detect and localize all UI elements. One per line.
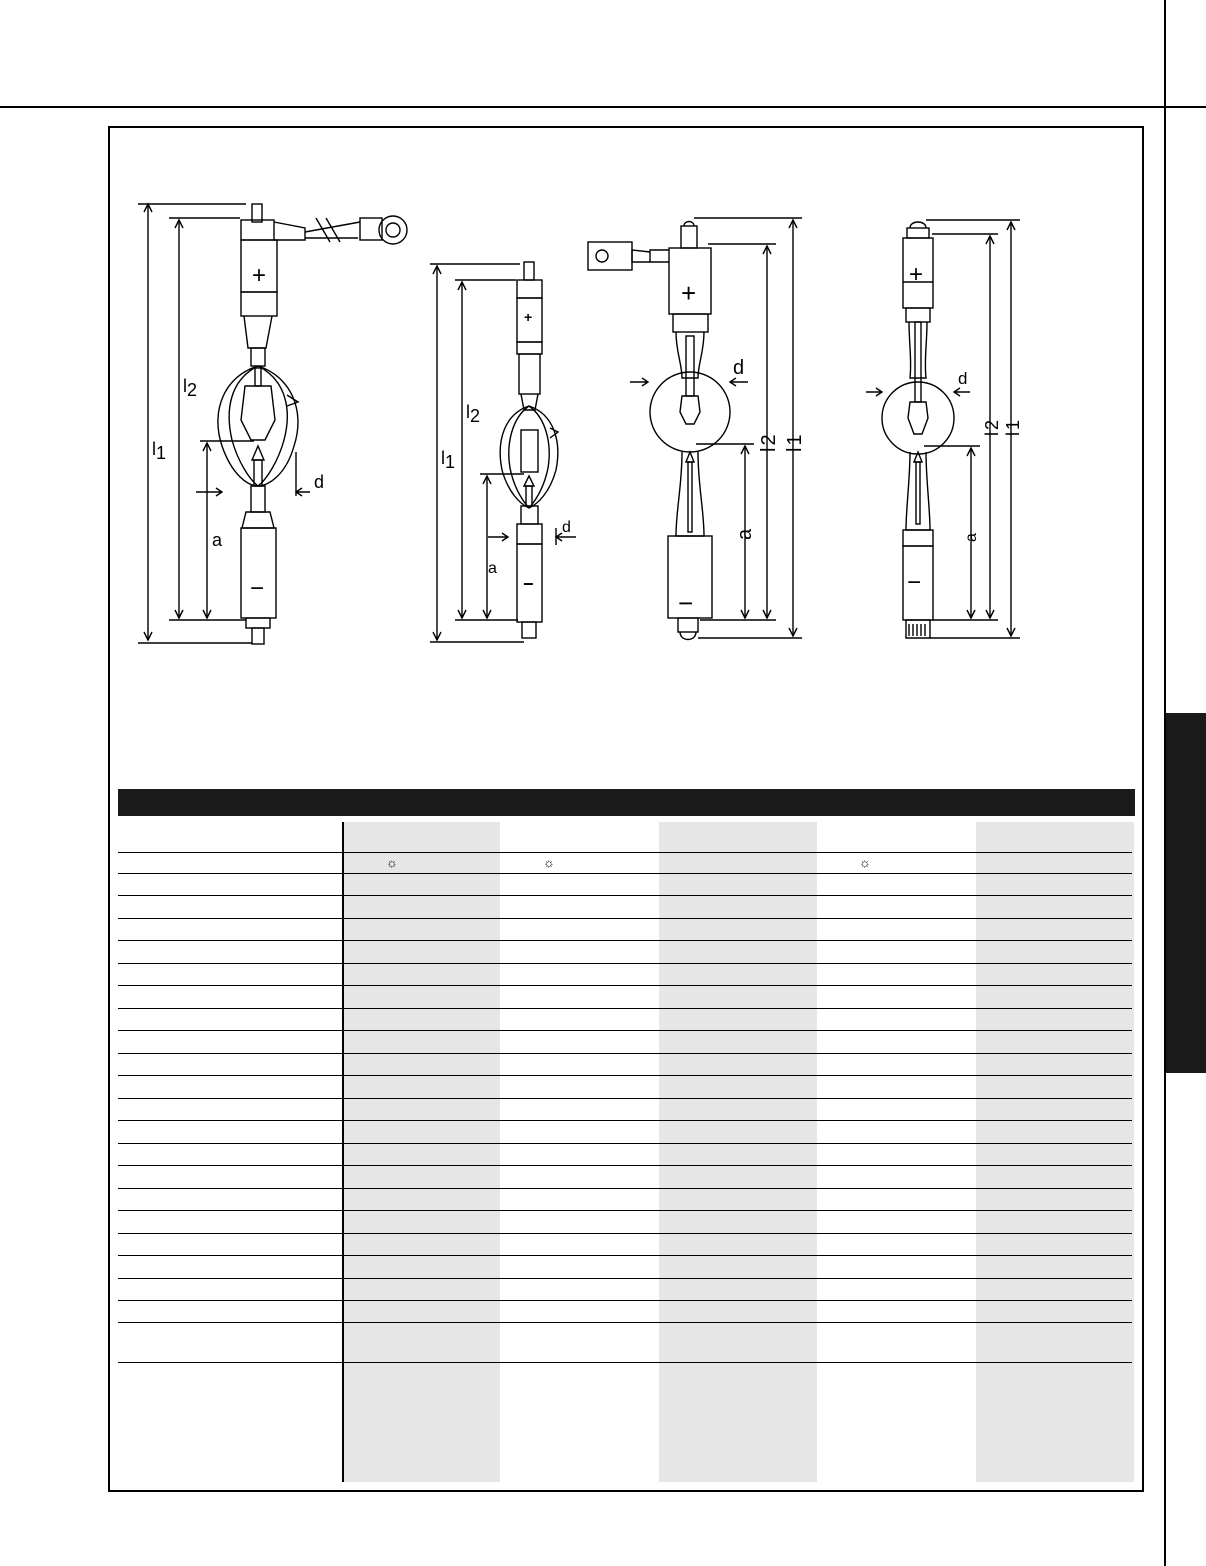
table-row-line xyxy=(118,1030,1132,1031)
lamp1-d-label: d xyxy=(314,472,325,492)
lamp4-l1-label: l1 xyxy=(1003,419,1023,436)
marker-icon-col2: ☼ xyxy=(543,855,555,870)
table-row-line xyxy=(118,1120,1132,1121)
lamp1-a-label: a xyxy=(212,530,223,550)
table-row-line xyxy=(118,1143,1132,1144)
marker-icon-col1: ☼ xyxy=(386,855,398,870)
table-header-bar xyxy=(118,789,1135,816)
table-row-line xyxy=(118,1362,1132,1363)
table-row-line xyxy=(118,940,1132,941)
lamp3-l1-label: l1 xyxy=(784,434,806,452)
lamp-drawing-1 xyxy=(138,204,407,644)
lamp2-l1-label: l1 xyxy=(441,448,456,472)
lamp3-plus-label: + xyxy=(681,278,697,308)
table-row-line xyxy=(118,985,1132,986)
lamp2-plus-label: + xyxy=(524,309,533,325)
table-row-line xyxy=(118,1278,1132,1279)
lamp3-l2-label: l2 xyxy=(758,434,780,452)
lamp4-d-label: d xyxy=(958,369,968,388)
top-rule xyxy=(0,106,1206,108)
lamp1-l1-label: l1 xyxy=(152,439,167,463)
table-row-line xyxy=(118,1188,1132,1189)
lamp4-l2-label: l2 xyxy=(982,419,1002,436)
table-row-line xyxy=(118,873,1132,874)
lamp2-d-label: d xyxy=(562,519,571,536)
table-row-line xyxy=(118,1008,1132,1009)
lamp4-plus-label: + xyxy=(909,261,924,288)
table-row-line xyxy=(118,963,1132,964)
column-shade-1 xyxy=(344,822,500,1482)
lamp2-a-label: a xyxy=(488,560,497,577)
column-shade-5 xyxy=(976,822,1134,1482)
lamp4-a-label: a xyxy=(963,533,980,542)
lamp-dimension-drawings xyxy=(110,180,1030,660)
label-column-divider xyxy=(342,822,344,1482)
table-row-line xyxy=(118,895,1132,896)
lamp2-minus-label: − xyxy=(523,574,534,594)
lamp3-minus-label: − xyxy=(678,588,694,618)
table-row-line xyxy=(118,852,1132,853)
lamp1-plus-label: + xyxy=(252,262,267,289)
table-row-line xyxy=(118,1255,1132,1256)
marker-icon-col4: ☼ xyxy=(859,855,871,870)
column-shade-3 xyxy=(659,822,817,1482)
lamp4-minus-label: − xyxy=(907,569,922,596)
table-row-line xyxy=(118,1098,1132,1099)
lamp1-minus-label: − xyxy=(250,575,265,602)
side-tab xyxy=(1166,713,1206,1073)
lamp2-l2-label: l2 xyxy=(466,402,481,426)
lamp3-a-label: a xyxy=(734,528,756,540)
lamp1-l2-label: l2 xyxy=(183,376,198,400)
table-row-line xyxy=(118,1053,1132,1054)
table-row-line xyxy=(118,1075,1132,1076)
table-row-line xyxy=(118,1165,1132,1166)
table-row-line xyxy=(118,1233,1132,1234)
lamp3-d-label: d xyxy=(733,357,745,379)
table-row-line xyxy=(118,1322,1132,1323)
table-row-line xyxy=(118,1210,1132,1211)
table-row-line xyxy=(118,1300,1132,1301)
table-row-line xyxy=(118,918,1132,919)
